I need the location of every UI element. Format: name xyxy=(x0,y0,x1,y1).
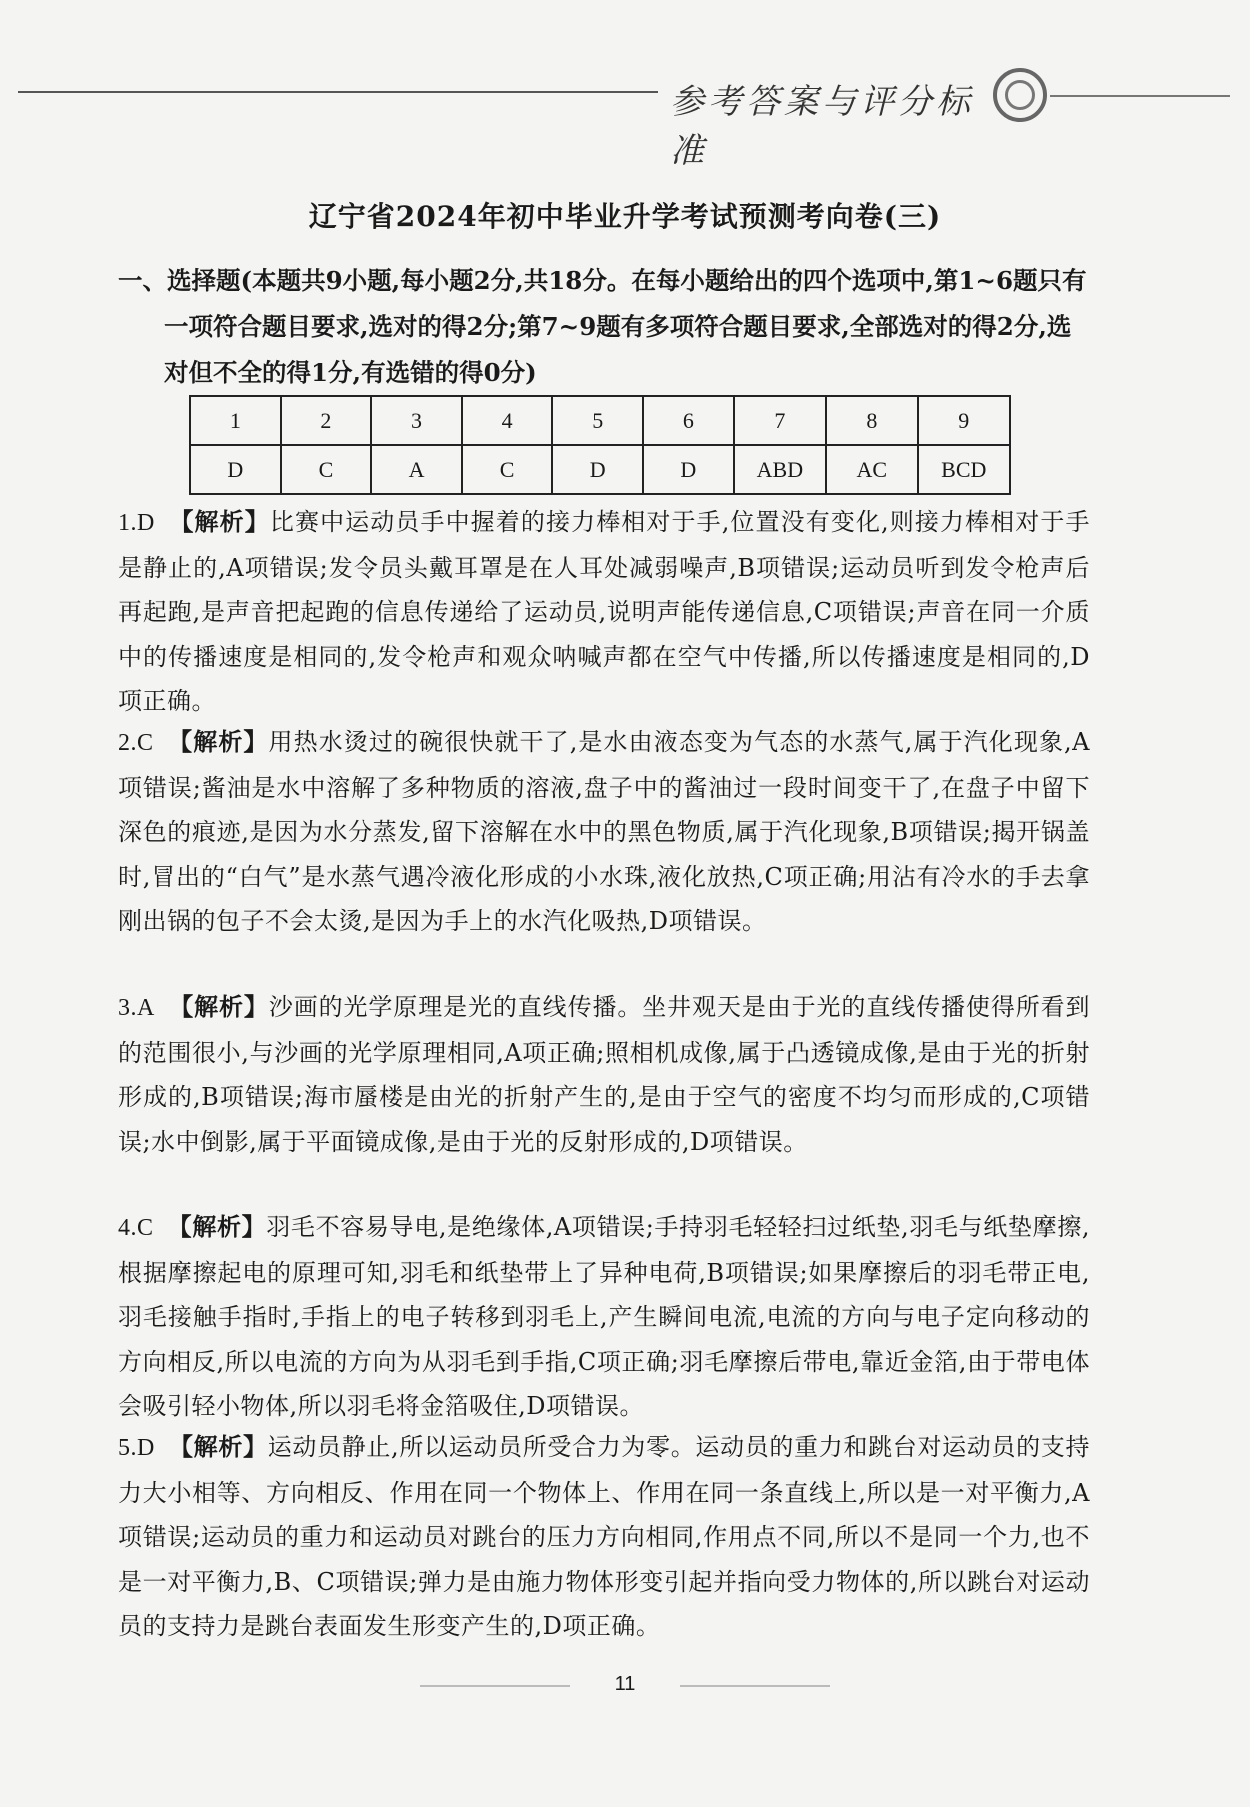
header-rule xyxy=(18,91,658,93)
answer-num: 1 xyxy=(190,396,281,445)
question-5: 5.D 【解析】运动员静止,所以运动员所受合力为零。运动员的重力和跳台对运动员的支持力大小相等、方向相反、作用在同一个物体上、作用在同一条直线上,所以是一对平衡力,A项错误;运动员的重力和运动员对跳台的压力方向相同,作用点不同,所以不是同一个力,也不是一对平衡力,B、C项错误;弹力是由施力物体形变引起并指向受力物体的,所以跳台对运动员的支持力是跳台表面发生形变产生的,D项正确。 xyxy=(118,1432,1090,1640)
section-heading: 一、选择题(本题共9小题,每小题2分,共18分。在每小题给出的四个选项中,第1~6题只有一项符合题目要求,选对的得2分;第7~9题有多项符合题目要求,全部选对的得2分,选对但不全的得1分,有选错的得0分) xyxy=(118,266,1087,387)
answer-value: D xyxy=(190,445,281,494)
answer-num: 8 xyxy=(826,396,917,445)
header-title: 参考答案与评分标准 xyxy=(670,82,974,171)
answer-value: D xyxy=(643,445,734,494)
answer-value: D xyxy=(552,445,643,494)
exam-title: 辽宁省2024年初中毕业升学考试预测考向卷(三) xyxy=(308,200,942,233)
answer-num: 5 xyxy=(552,396,643,445)
answer-num: 6 xyxy=(643,396,734,445)
answer-num: 2 xyxy=(281,396,372,445)
answer-value: BCD xyxy=(918,445,1010,494)
header-rule-right xyxy=(1050,95,1230,97)
question-1: 1.D 【解析】比赛中运动员手中握着的接力棒相对于手,位置没有变化,则接力棒相对于手是静止的,A项错误;发令员头戴耳罩是在人耳处减弱噪声,B项错误;运动员听到发令枪声后再起跑,是声音把起跑的信息传递给了运动员,说明声能传递信息,C项错误;声音在同一介质中的传播速度是相同的,发令枪声和观众呐喊声都在空气中传播,所以传播速度是相同的,D项正确。 xyxy=(118,507,1090,715)
answer-value: ABD xyxy=(734,445,826,494)
answer-table xyxy=(189,395,1011,495)
page-number: 11 xyxy=(614,1673,636,1695)
footer-ornament-right xyxy=(680,1685,830,1687)
header-logo-icon xyxy=(993,68,1047,122)
question-3: 3.A 【解析】沙画的光学原理是光的直线传播。坐井观天是由于光的直线传播使得所看到的范围很小,与沙画的光学原理相同,A项正确;照相机成像,属于凸透镜成像,是由于光的折射形成的,B项错误;海市蜃楼是由光的折射产生的,是由于空气的密度不均匀而形成的,C项错误;水中倒影,属于平面镜成像,是由于光的反射形成的,D项错误。 xyxy=(118,992,1091,1156)
answer-value: C xyxy=(462,445,553,494)
answer-value: C xyxy=(281,445,372,494)
question-4: 4.C 【解析】羽毛不容易导电,是绝缘体,A项错误;手持羽毛轻轻扫过纸垫,羽毛与纸垫摩擦,根据摩擦起电的原理可知,羽毛和纸垫带上了异种电荷,B项错误;如果摩擦后的羽毛带正电,羽毛接触手指时,手指上的电子转移到羽毛上,产生瞬间电流,电流的方向与电子定向移动的方向相反,所以电流的方向为从羽毛到手指,C项正确;羽毛摩擦后带电,靠近金箔,由于带电体会吸引轻小物体,所以羽毛将金箔吸住,D项错误。 xyxy=(118,1212,1091,1420)
question-2: 2.C 【解析】用热水烫过的碗很快就干了,是水由液态变为气态的水蒸气,属于汽化现象,A项错误;酱油是水中溶解了多种物质的溶液,盘子中的酱油过一段时间变干了,在盘子中留下深色的痕迹,是因为水分蒸发,留下溶解在水中的黑色物质,属于汽化现象,B项错误;揭开锅盖时,冒出的“白气”是水蒸气遇冷液化形成的小水珠,液化放热,C项正确;用沾有冷水的手去拿刚出锅的包子不会太烫,是因为手上的水汽化吸热,D项错误。 xyxy=(118,727,1091,935)
answer-num: 3 xyxy=(371,396,462,445)
answer-num: 7 xyxy=(734,396,826,445)
answer-num: 4 xyxy=(462,396,553,445)
answer-table-numbers-row xyxy=(190,396,1010,445)
answer-value: A xyxy=(371,445,462,494)
answer-value: AC xyxy=(826,445,917,494)
answer-num: 9 xyxy=(918,396,1010,445)
answer-table-values-row xyxy=(190,445,1010,494)
